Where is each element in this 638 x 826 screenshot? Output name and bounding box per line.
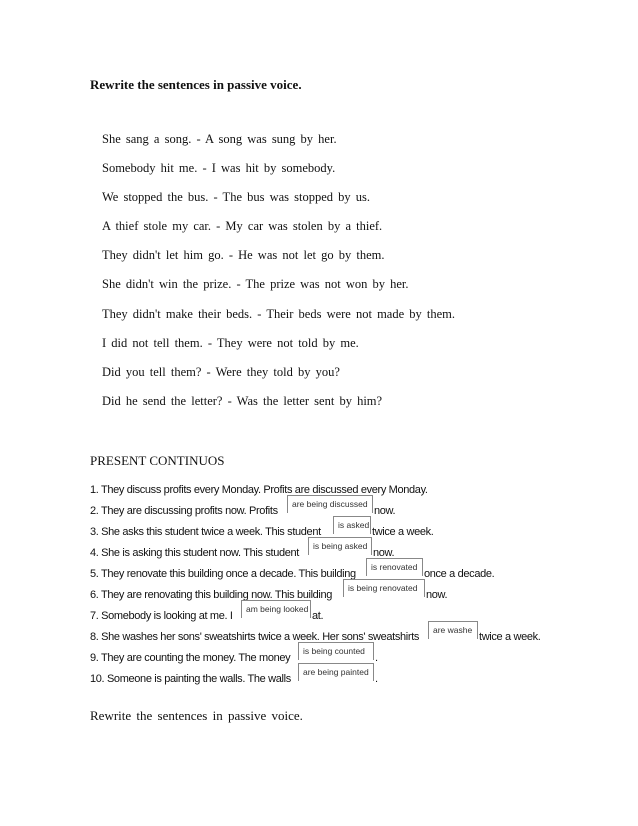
exercise-text: 6. They are renovating this building now. This building <box>90 589 333 601</box>
answer-text: is renovated <box>371 562 418 572</box>
exercise-text: 4. She is asking this student now. This student <box>90 547 299 559</box>
exercise-text: . <box>375 673 378 685</box>
answer-field[interactable] <box>298 642 374 660</box>
example-line: Did he send the letter? - Was the letter sent by him? <box>102 393 383 408</box>
example-line: We stopped the bus. - The bus was stopped by us. <box>102 190 371 205</box>
exercise-text: now. <box>373 547 395 559</box>
answer-field[interactable] <box>428 621 478 639</box>
answer-text: is being renovated <box>348 583 418 593</box>
example-line: She didn't win the prize. - The prize was not won by her. <box>102 277 409 292</box>
answer-text: is being asked <box>313 541 368 551</box>
answer-field[interactable] <box>298 663 374 681</box>
page-heading: Rewrite the sentences in passive voice. <box>90 77 302 92</box>
answer-field[interactable] <box>333 516 371 534</box>
answer-text: are being painted <box>303 667 369 677</box>
example-list <box>102 131 455 422</box>
answer-text: am being looked <box>246 604 309 614</box>
answer-field[interactable] <box>287 495 373 513</box>
exercise-text: 9. They are counting the money. The money <box>90 652 291 664</box>
exercise-text: 7. Somebody is looking at me. I <box>90 610 233 622</box>
exercise-text: 2. They are discussing profits now. Profits <box>90 505 278 517</box>
exercise-text: 8. She washes her sons' sweatshirts twice a week. Her sons' sweatshirts <box>90 631 420 643</box>
exercise-text: at. <box>312 610 324 622</box>
exercise-text: twice a week. <box>372 526 434 538</box>
exercise-text: now. <box>374 505 396 517</box>
exercise-text: now. <box>426 589 448 601</box>
answer-field[interactable] <box>366 558 423 576</box>
example-line: They didn't make their beds. - Their beds were not made by them. <box>102 306 456 321</box>
section-title: PRESENT CONTINUOS <box>90 453 225 468</box>
exercise-text: 10. Someone is painting the walls. The walls <box>90 673 291 685</box>
answer-text: are being discussed <box>292 499 368 509</box>
example-line: Did you tell them? - Were they told by you? <box>102 364 340 379</box>
exercise-text: 5. They renovate this building once a decade. This building <box>90 568 356 580</box>
exercise-text: . <box>375 652 378 664</box>
example-line: Somebody hit me. - I was hit by somebody. <box>102 161 336 176</box>
example-line: She sang a song. - A song was sung by her. <box>102 132 337 146</box>
example-line: I did not tell them. - They were not told by me. <box>102 335 359 350</box>
answer-field[interactable] <box>241 600 311 618</box>
answer-field[interactable] <box>343 579 425 597</box>
exercise-text: 1. They discuss profits every Monday. Profits are discussed every Monday. <box>90 484 428 496</box>
answer-text: is being counted <box>303 646 365 656</box>
exercise-text: once a decade. <box>424 568 495 580</box>
answer-field[interactable] <box>308 537 372 555</box>
example-line: They didn't let him go. - He was not let go by them. <box>102 248 385 263</box>
exercise-text: 3. She asks this student twice a week. This student <box>90 526 321 538</box>
exercise-text: twice a week. <box>479 631 541 643</box>
example-line: A thief stole my car. - My car was stolen by a thief. <box>102 219 383 234</box>
footer-instruction: Rewrite the sentences in passive voice. <box>90 708 303 723</box>
answer-text: is asked <box>338 520 370 530</box>
answer-text: are washe <box>433 625 473 635</box>
